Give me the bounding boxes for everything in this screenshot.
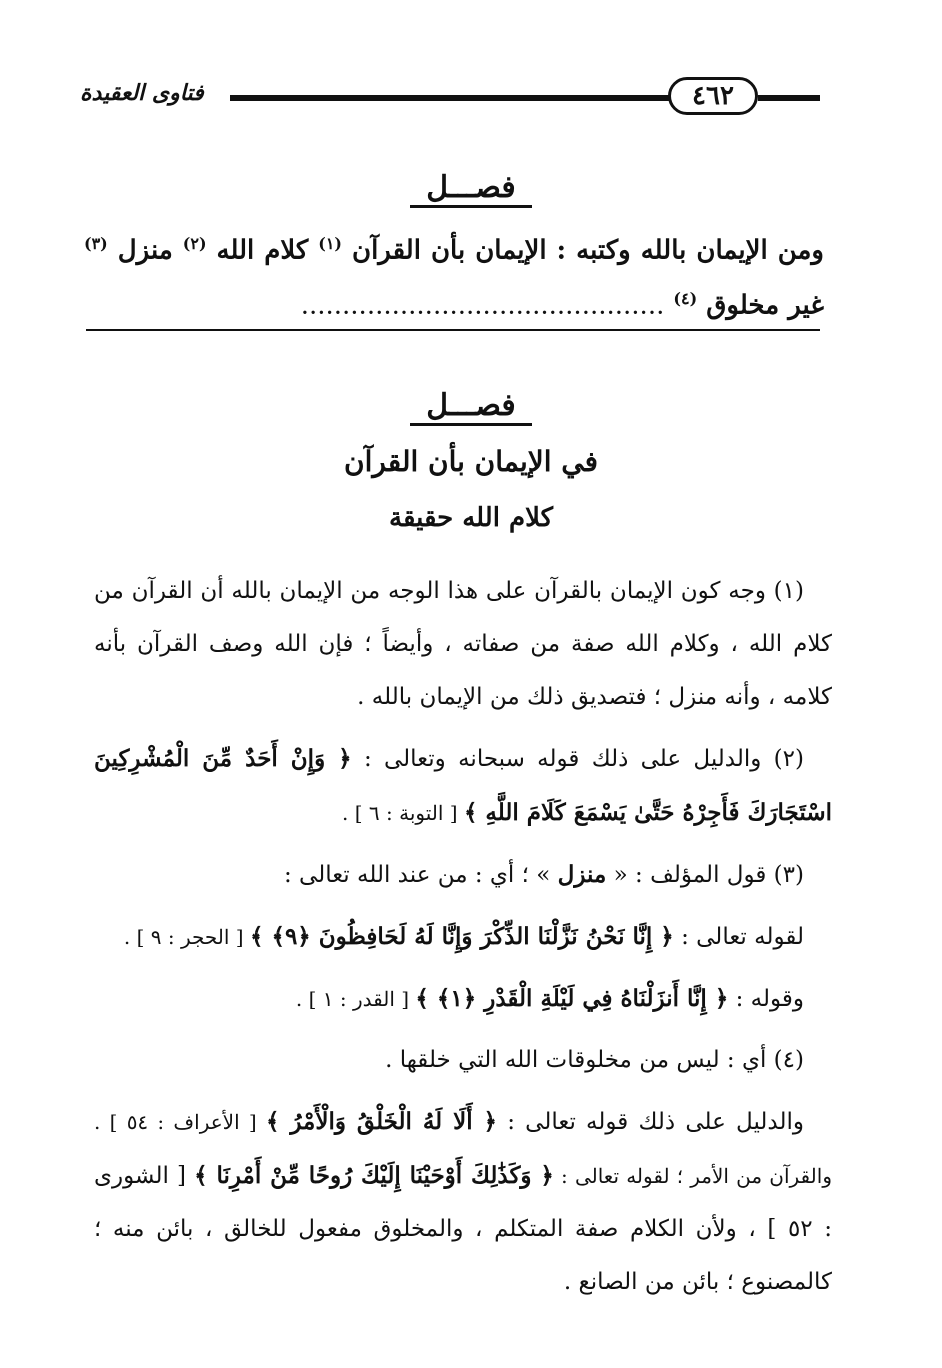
verse-reference: [ الأعراف : ٥٤ ] . والقرآن من الأمر ؛ لقوله تعالى :	[94, 1110, 832, 1188]
note-2	[94, 732, 832, 840]
footnote-ref: (١)	[318, 234, 342, 253]
verse-reference: [ القدر : ١ ] .	[295, 987, 416, 1011]
matn-text	[84, 220, 824, 329]
note-3-evidence-2	[94, 972, 832, 1026]
matn-heading	[0, 170, 942, 208]
commentary-heading	[0, 388, 942, 426]
header-rule-left	[230, 95, 670, 101]
commentary-subtitle-2: كلام الله حقيقة	[389, 503, 553, 533]
note-3	[94, 848, 832, 902]
note-text: [ الشورى : ٥٢ ] ، ولأن الكلام صفة المتكلم ، والمخلوق مفعول للخالق ، بائن منه ؛ كالمصنوع ؛ بائن من الصانع .	[94, 1163, 832, 1295]
note-text: (٣) قول المؤلف : «	[606, 862, 804, 888]
verse-reference: [ الحجر : ٩ ] .	[123, 925, 250, 949]
quran-verse: ﴿ وَإِنْ أَحَدٌ مِّنَ الْمُشْرِكِينَ اسْتَجَارَكَ فَأَجِرْهُ حَتَّىٰ يَسْمَعَ كَلَامَ اللَّهِ ﴾	[94, 745, 832, 826]
page-number: ٤٦٢	[668, 77, 758, 115]
note-text: لقوله تعالى :	[673, 924, 804, 950]
matn-part: كلام الله	[206, 235, 319, 266]
quran-verse: ﴿ إِنَّا أَنزَلْنَاهُ فِي لَيْلَةِ الْقَدْرِ ﴿١﴾ ﴾	[415, 985, 729, 1012]
commentary-heading-text: فصـــل	[410, 391, 531, 426]
footnote-ref: (٣)	[84, 234, 108, 253]
book-title: فتاوى العقيدة	[80, 80, 204, 106]
matn-part: ومن الإيمان بالله وكتبه : الإيمان بأن القرآن	[341, 235, 824, 266]
footnote-ref: (٤)	[673, 288, 698, 308]
note-text: (٢) والدليل على ذلك قوله سبحانه وتعالى :	[351, 746, 804, 772]
running-header	[80, 74, 820, 124]
matn-separator-rule	[86, 329, 820, 331]
note-4: (٤) أي : ليس من مخلوقات الله التي خلقها .	[385, 1047, 804, 1073]
quran-verse: ﴿ إِنَّا نَحْنُ نَزَّلْنَا الذِّكْرَ وَإِنَّا لَهُ لَحَافِظُونَ ﴿٩﴾ ﴾	[249, 923, 674, 950]
note-text: والدليل على ذلك قوله تعالى :	[496, 1109, 804, 1135]
matn-part: غير مخلوق	[697, 290, 824, 321]
note-text: وقوله :	[728, 986, 804, 1012]
note-3-evidence-1	[94, 910, 832, 964]
footnote-ref: (٢)	[182, 234, 207, 253]
commentary-subtitle-1: في الإيمان بأن القرآن	[344, 445, 598, 478]
quran-verse: ﴿ أَلَا لَهُ الْخَلْقُ وَالْأَمْرُ ﴾	[265, 1108, 497, 1135]
note-4-evidence	[94, 1095, 832, 1309]
quoted-term: منزل	[557, 861, 607, 888]
note-1: (١) وجه كون الإيمان بالقرآن على هذا الوجه من الإيمان بالله أن القرآن من كلام الله ، وكلام الله صفة من صفاته ، وأيضاً ؛ فإن الله وصف القرآن بأنه كلامه ، وأنه منزل ؛ فتصديق ذلك من الإيمان بالله .	[94, 578, 832, 710]
commentary-body	[94, 565, 832, 1317]
dot-leader: ............................................	[300, 290, 665, 321]
quran-verse: ﴿ وَكَذَٰلِكَ أَوْحَيْنَا إِلَيْكَ رُوحًا مِّنْ أَمْرِنَا ﴾	[194, 1162, 554, 1189]
header-rule-right	[758, 95, 820, 101]
verse-reference: [ التوبة : ٦ ] .	[342, 801, 464, 825]
matn-heading-text: فصـــل	[410, 173, 531, 208]
matn-part: منزل	[107, 235, 183, 266]
note-text: » ؛ أي : من عند الله تعالى :	[283, 862, 558, 888]
